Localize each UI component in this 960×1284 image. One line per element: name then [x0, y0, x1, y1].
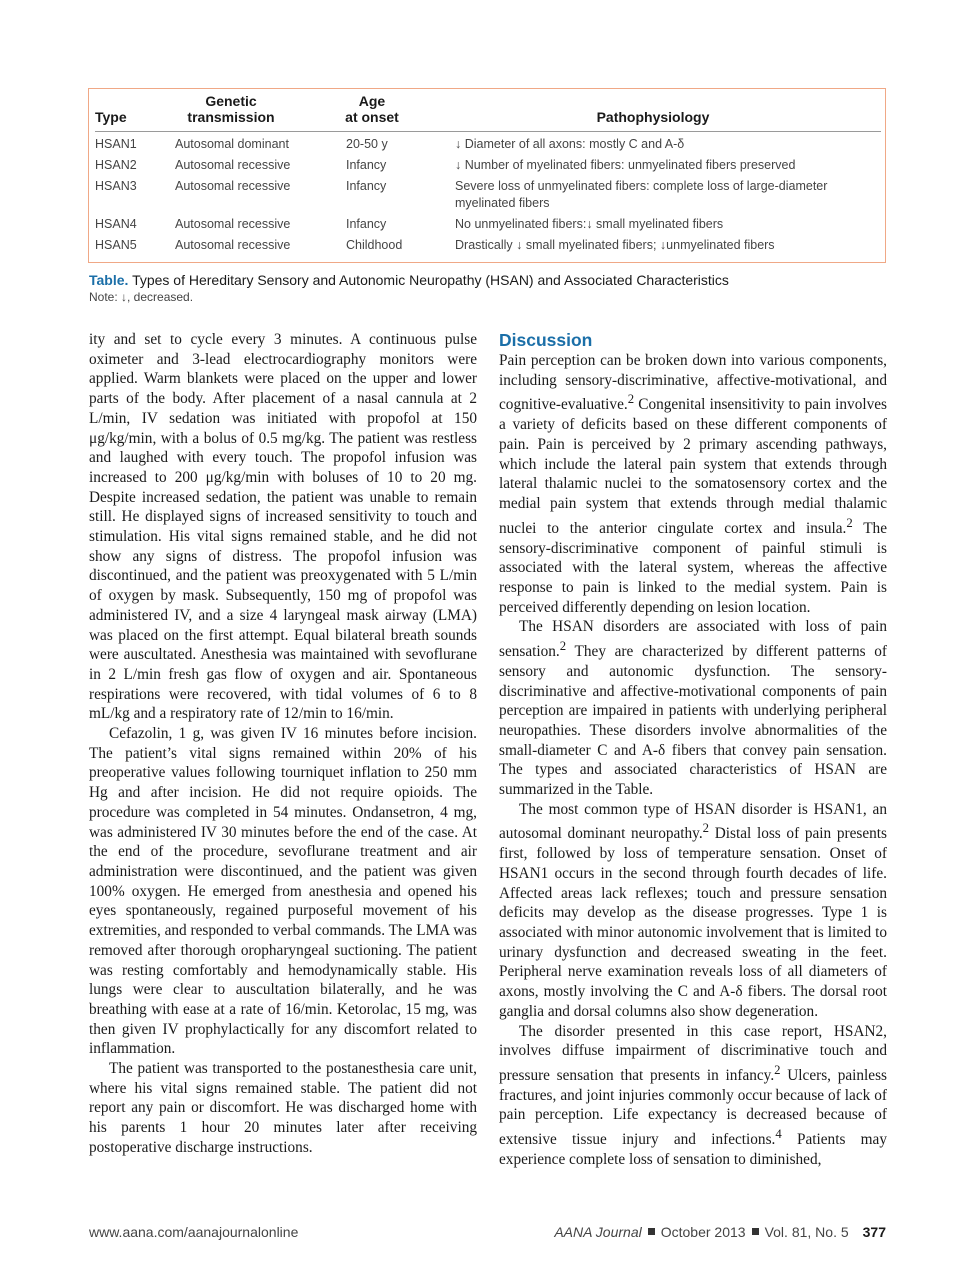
header-genetic-line2: transmission: [187, 109, 275, 125]
bullet-square-icon: [752, 1228, 759, 1235]
cell-age: 20-50 y: [346, 137, 388, 151]
section-heading: Discussion: [499, 330, 593, 350]
cell-genetic: Autosomal recessive: [175, 238, 291, 252]
cell-genetic: Autosomal recessive: [175, 158, 291, 172]
citation: 2: [702, 821, 710, 836]
cell-genetic: Autosomal recessive: [175, 217, 291, 231]
table-note: Note: ↓, decreased.: [89, 290, 194, 304]
table-caption: [89, 272, 729, 288]
footer-journal: AANA Journal: [554, 1224, 642, 1240]
cell-genetic: Autosomal dominant: [175, 137, 289, 151]
paragraph: The HSAN disorders are associated with loss of pain sensation.$^2$ They are characterized by different patterns of sensory and autonomic dysfunction. The sensory-discriminative and affective-motivational components of pain perception are impaired in patients with underlying peripheral neuropathies. These disorders involve abnormalities of the small-diameter C and A-δ fibers that convey pain sensation. The types and associated characteristics of HSAN are summarized in the Table.: [499, 618, 887, 799]
cell-age: Infancy: [346, 217, 387, 231]
cell-age: Infancy: [346, 179, 387, 193]
footer-volume: Vol. 81, No. 5: [764, 1224, 849, 1240]
table-caption-label: Table.: [89, 272, 129, 288]
cell-type: HSAN1: [95, 137, 137, 151]
footer-date: October 2013: [660, 1224, 746, 1240]
cell-type: HSAN5: [95, 238, 137, 252]
header-rule: [95, 131, 881, 132]
paragraph: The most common type of HSAN disorder is HSAN1, an autosomal dominant neuropathy.$^2$ Distal loss of pain presents first, followed by loss of temperature sensation. Onset of HSAN1 occurs in the second through fourth decades of life. Affected areas lack reflexes; touch and pressure sensation deficits may develop as the disease progresses. Type 1 is associated with minor autonomic involvement that is limited to urinary dysfunction and decreased sweating in the feet. Peripheral nerve examination reveals loss of all diameters of axons, mostly involving the C and A-δ fibers. The dorsal root ganglia and dorsal columns also show degeneration.: [499, 800, 888, 1020]
page-number: 377: [862, 1224, 886, 1240]
header-age-line1: Age: [358, 93, 386, 109]
paragraph: The patient was transported to the postanesthesia care unit, where his vital signs remained stable. The patient did not report any pain or discomfort. He was discharged home with his parents 1 hour 20 minutes later after receiving postoperative discharge instructions.: [89, 1060, 477, 1156]
footer-citation: [554, 1224, 886, 1240]
citation: 4: [775, 1127, 782, 1142]
bullet-square-icon: [648, 1228, 655, 1235]
header-type: Type: [95, 109, 127, 125]
cell-genetic: Autosomal recessive: [175, 179, 291, 193]
cell-patho: ↓ Diameter of all axons: mostly C and A-δ: [455, 137, 685, 151]
cell-patho: Drastically ↓ small myelinated fibers; ↓unmyelinated fibers: [455, 238, 775, 252]
cell-age: Childhood: [346, 238, 403, 252]
citation: 2: [559, 639, 567, 654]
cell-age: Infancy: [346, 158, 387, 172]
paragraph: The disorder presented in this case report, HSAN2, involves diffuse impairment of discriminative touch and pressure sensation that presents in infancy.$^2$ Ulcers, painless fractures, and joint injuries commonly occur because of lack of pain perception. Life expectancy is decreased because of extensive tissue injury and infections.$^4$ Patients may experience complete loss of sensation to diminished,: [499, 1022, 887, 1168]
left-column: [89, 330, 477, 1158]
paragraph: Pain perception can be broken down into various components, including sensory-discriminative, affective-motivational, and cognitive-evaluative.$^2$ Congenital insensitivity to pain involves a variety of deficits based on these different components of pain. Pain is perceived by 2 primary ascending pathways, which include the lateral pain system that extends through lateral thalamic nuclei to the somatosensory cortex and the medial pain system that extends through medial thalamic nuclei to the anterior cingulate cortex and insula.$^2$ The sensory-discriminative component of painful stimuli is associated with the lateral system, whereas the affective response to pain is linked to the medial system. Pain is perceived differently depending on lesion location.: [499, 352, 887, 616]
citation: 2: [846, 515, 853, 530]
paragraph: ity and set to cycle every 3 minutes. A continuous pulse oximeter and 3-lead electrocardiography monitors were applied. Warm blankets were placed on the upper and lower parts of the body. After placement of a nasal cannula at 2 L/min, IV sedation was initiated with propofol at 150 μg/kg/min, with a bolus of 0.5 mg/kg. The patient was restless and laughed with every touch. The propofol infusion was increased to 200 μg/kg/min with boluses of 10 to 20 mg. Despite increased sedation, the patient was unable to remain still. He displayed signs of increased sensitivity to touch and stimulation. His vital signs remained stable, and he did not show any signs of distress. The propofol infusion was discontinued, and the patient was preoxygenated with 5 L/min of oxygen by mask. Subsequently, 150 mg of propofol was administered IV, and a size 4 laryngeal mask airway (LMA) was placed on the first attempt. Equal bilateral breath sounds were auscultated. Anesthesia was maintained with sevoflurane in 2 L/min fresh gas flow of oxygen and air. Spontaneous respirations were recovered, with tidal volumes of 6 to 8 mL/kg and a respiratory rate of 12/min to 16/min.: [89, 331, 477, 723]
cell-type: HSAN2: [95, 158, 137, 172]
header-pathophysiology: Pathophysiology: [596, 109, 710, 125]
header-genetic-line1: Genetic: [205, 93, 257, 109]
footer-url[interactable]: www.aana.com/aanajournalonline: [89, 1224, 299, 1240]
table-caption-text: Types of Hereditary Sensory and Autonomic Neuropathy (HSAN) and Associated Characteristics: [132, 272, 729, 288]
cell-type: HSAN4: [95, 217, 137, 231]
cell-patho: Severe loss of unmyelinated fibers: complete loss of large-diameter myelinated fibers: [455, 179, 828, 210]
citation: 2: [774, 1062, 781, 1077]
right-column: [499, 330, 887, 1170]
cell-type: HSAN3: [95, 179, 137, 193]
citation: 2: [627, 392, 635, 407]
header-age-line2: at onset: [345, 109, 399, 125]
hsan-table: [88, 88, 886, 263]
paragraph: Cefazolin, 1 g, was given IV 16 minutes before incision. The patient’s vital signs remained within 20% of his preoperative values following tourniquet inflation to 250 mm Hg and after incision. He did not require opioids. The procedure was completed in 54 minutes. Ondansetron, 4 mg, was administered IV 30 minutes before the end of the case. At the end of the procedure, sevoflurane treatment and air administration were discontinued, and the patient was given 100% oxygen. He emerged from anesthesia and opened his eyes spontaneously, regained purposeful movement of his extremities, and responded to verbal commands. The LMA was removed after thorough oropharyngeal suctioning. The patient was resting comfortably and hemodynamically stable. His lungs were clear to auscultation bilaterally, and he was breathing with ease at a rate of 16/min. Ketorolac, 15 mg, was then given IV prophylactically for any discomfort related to inflammation.: [89, 725, 477, 1058]
cell-patho: No unmyelinated fibers:↓ small myelinated fibers: [455, 217, 724, 231]
cell-patho: ↓ Number of myelinated fibers: unmyelinated fibers preserved: [455, 158, 796, 172]
